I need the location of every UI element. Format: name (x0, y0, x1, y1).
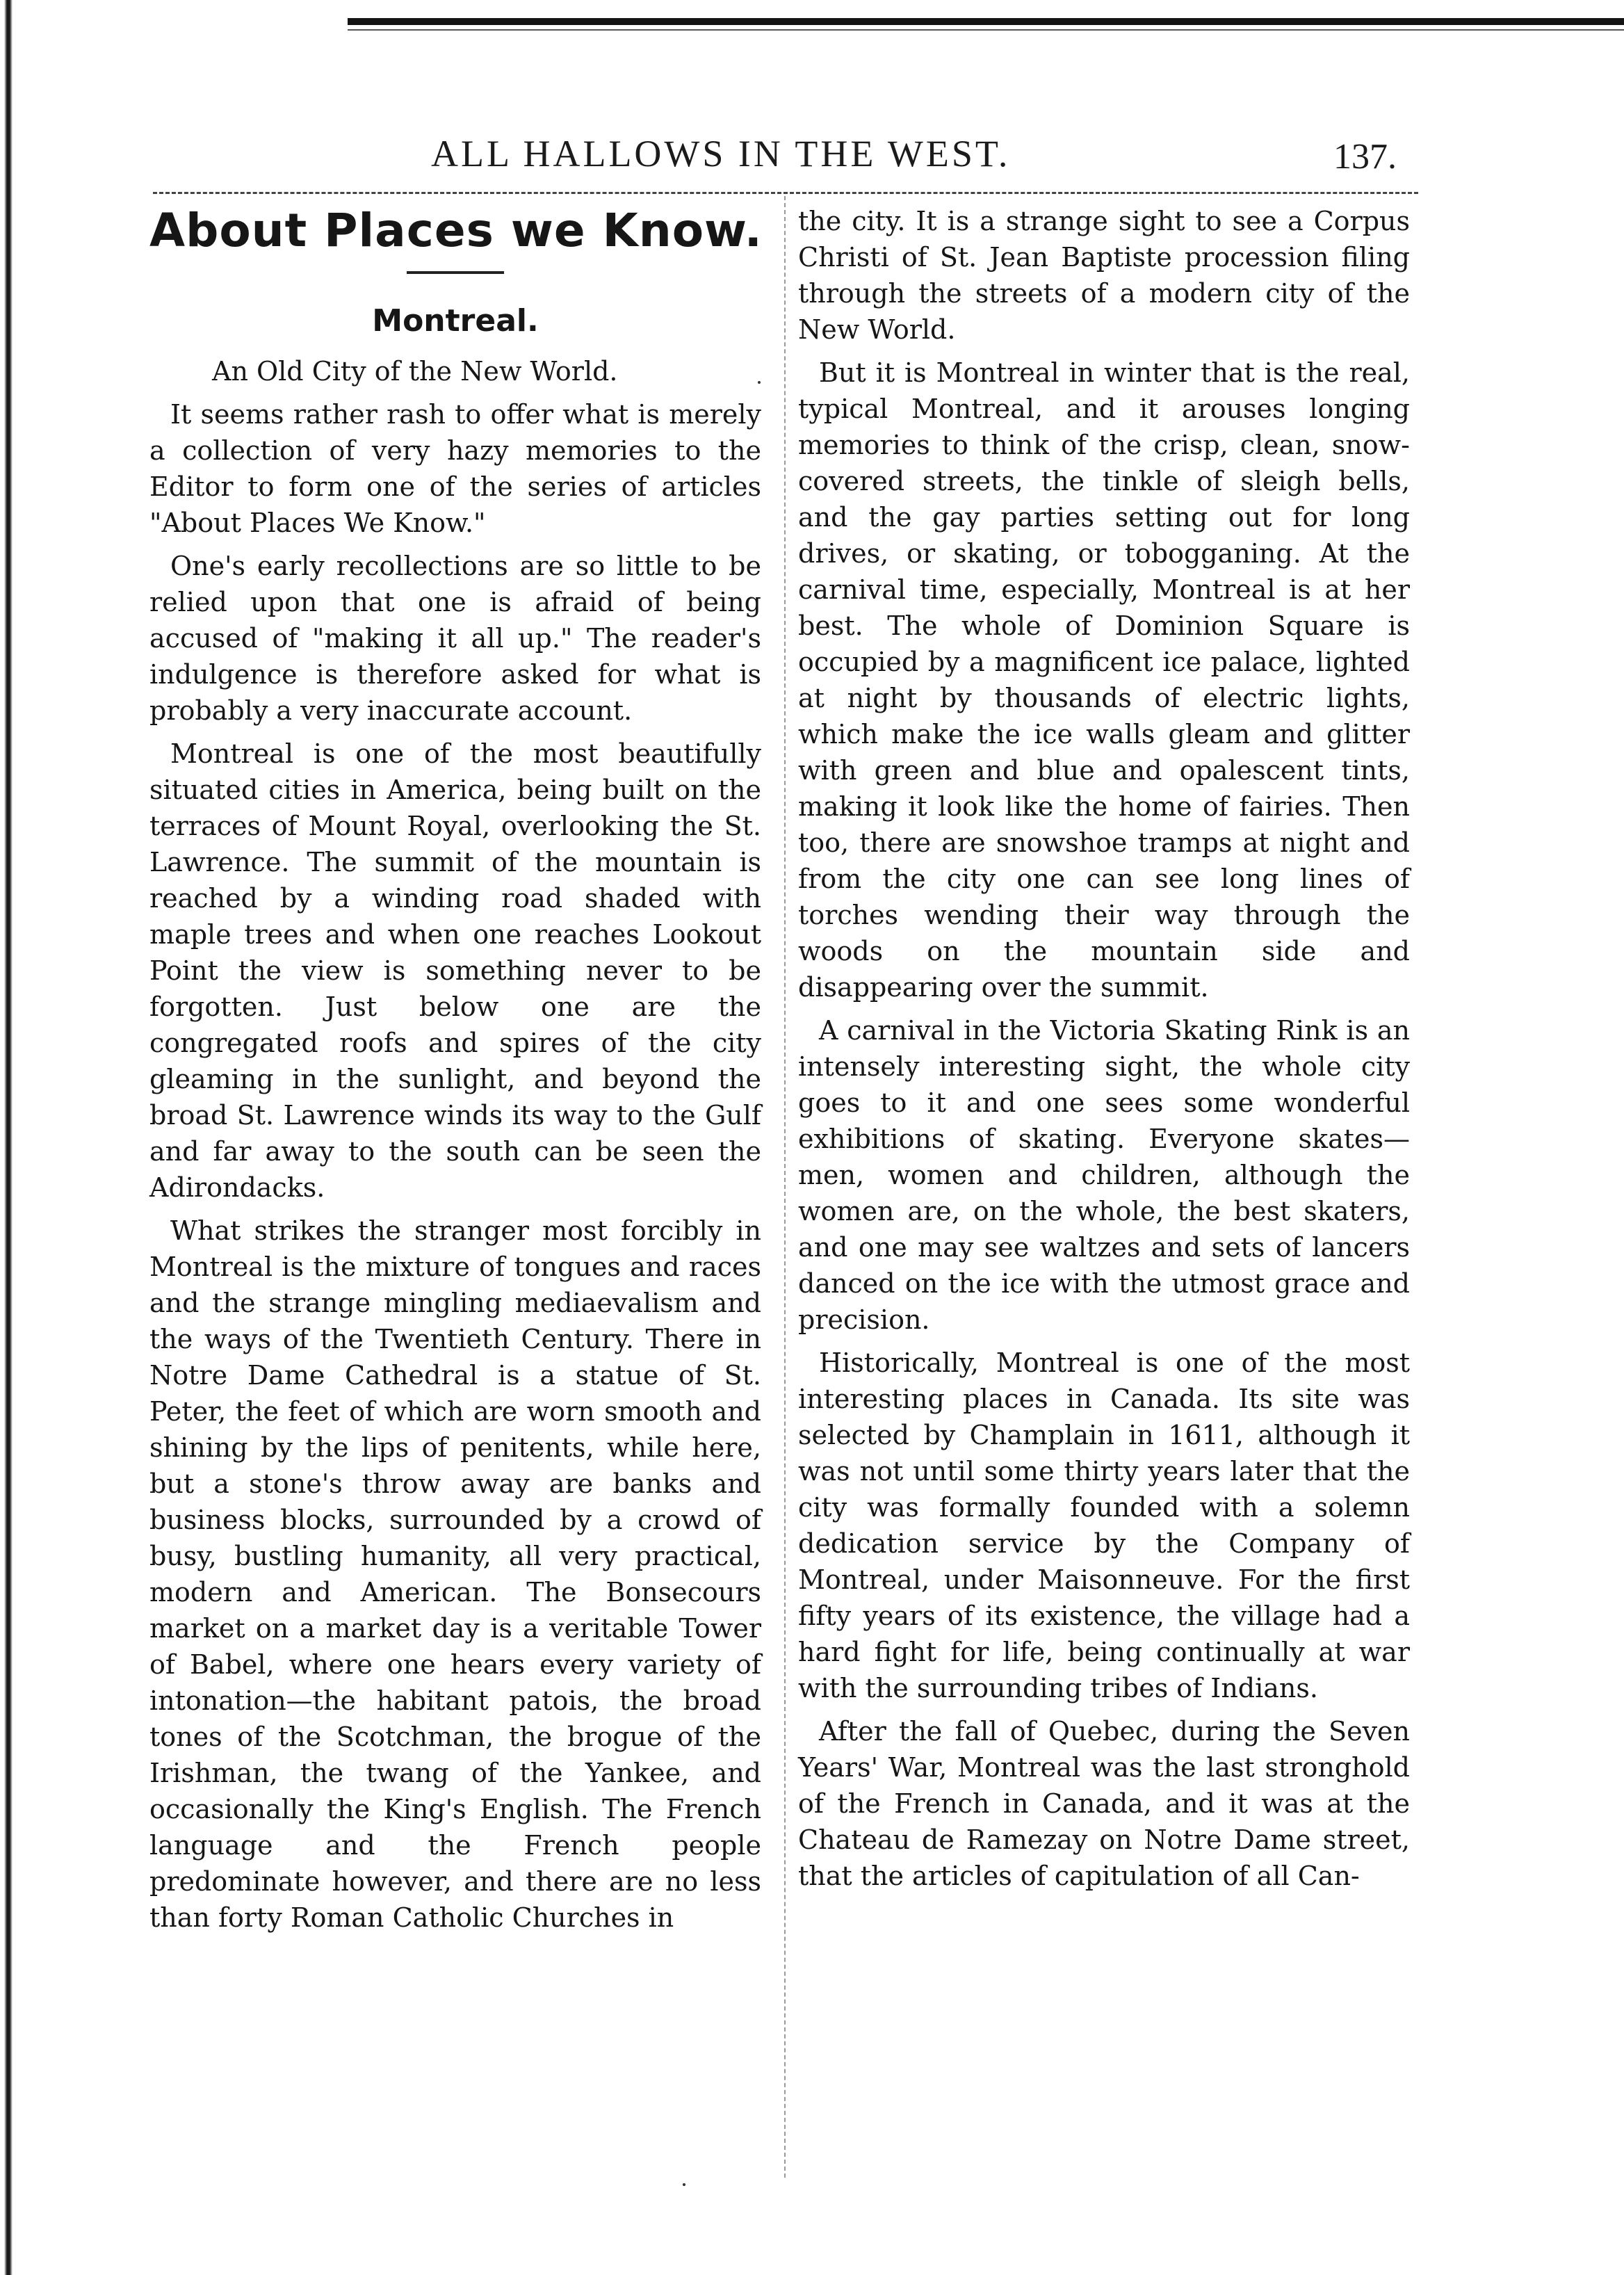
paragraph: After the fall of Quebec, during the Seven Years' War, Montreal was the last stronghold of the French in Canada, and it was at the Chateau de Ramezay on Notre Dame street, that the articles of capitulation of all Can- (798, 1716, 1410, 1891)
paragraph: Historically, Montreal is one of the most interesting places in Canada. Its site was selected by Champlain in 1611, although it was not until some thirty years later that the city was formally founded with a solemn dedication service by the Company of Montreal, under Maisonneuve. For the first fifty years of its existence, the village had a hard fight for life, being continually at war with the surrounding tribes of Indians. (798, 1347, 1410, 1703)
left-column (149, 203, 761, 1943)
paragraph: Montreal is one of the most beautifully situated cities in America, being built on the terraces of Mount Royal, overlooking the St. Lawrence. The summit of the mountain is reached by a winding road shaded with maple trees and when one reaches Lookout Point the view is something never to be forgotten. Just below one are the congregated roofs and spires of the city gleaming in the sunlight, and beyond the broad St. Lawrence winds its way to the Gulf and far away to the south can be seen the Adirondacks. (149, 738, 761, 1203)
right-column (798, 203, 1410, 1901)
print-speck (683, 2183, 685, 2186)
page-binding-edge (0, 0, 15, 2275)
print-speck (758, 381, 761, 384)
article-subtitle: An Old City of the New World. (212, 356, 618, 387)
paragraph: It seems rather rash to offer what is merely a collection of very hazy memories to the Editor to form one of the series of articles "About Places We Know." (149, 399, 761, 538)
section-heading: Montreal. (372, 303, 539, 339)
paragraph: What strikes the stranger most forcibly in Montreal is the mixture of tongues and races and the strange mingling mediaevalism and the ways of the Twentieth Century. There in Notre Dame Cathedral is a statue of St. Peter, the feet of which are worn smooth and shining by the lips of penitents, while here, but a stone's throw away are banks and business blocks, surrounded by a crowd of busy, bustling humanity, all very practical, modern and American. The Bonsecours market on a market day is a veritable Tower of Babel, where one hears every variety of intonation—the habitant patois, the broad tones of the Scotchman, the brogue of the Irishman, the twang of the Yankee, and occasionally the King's English. The French language and the French people predominate however, and there are no less than forty Roman Catholic Churches in (149, 1215, 761, 1933)
top-rule-thin (348, 29, 1624, 31)
paragraph: But it is Montreal in winter that is the real, typical Montreal, and it arouses longing memories to think of the crisp, clean, snow-covered streets, the tinkle of sleigh bells, and the gay parties setting out for long drives, or skating, or tobogganing. At the carnival time, especially, Montreal is at her best. The whole of Dominion Square is occupied by a magnificent ice palace, lighted at night by thousands of electric lights, which make the ice walls gleam and glitter with green and blue and opalescent tints, making it look like the home of fairies. Then too, there are snowshoe tramps at night and from the city one can see long lines of torches wending their way through the woods on the mountain side and disappearing over the summit. (798, 357, 1410, 1003)
column-divider (784, 196, 786, 2178)
page-number: 137. (1333, 137, 1397, 177)
paragraph: the city. It is a strange sight to see a Corpus Christi of St. Jean Baptiste procession filing through the streets of a modern city of the New World. (798, 206, 1410, 345)
article-title: About Places we Know. (149, 204, 763, 257)
top-rule (348, 18, 1624, 25)
paragraph: One's early recollections are so little to be relied upon that one is afraid of being accused of "making it all up." The reader's indulgence is therefore asked for what is probably a very inaccurate account. (149, 551, 761, 726)
header-rule (153, 192, 1418, 194)
paragraph: A carnival in the Victoria Skating Rink is an intensely interesting sight, the whole city goes to it and one sees some wonderful exhibitions of skating. Everyone skates—men, women and children, although the women are, on the whole, the best skaters, and one may see waltzes and sets of lancers danced on the ice with the utmost grace and precision. (798, 1015, 1410, 1335)
running-head: ALL HALLOWS IN THE WEST. (431, 133, 1011, 175)
title-rule (407, 271, 504, 274)
